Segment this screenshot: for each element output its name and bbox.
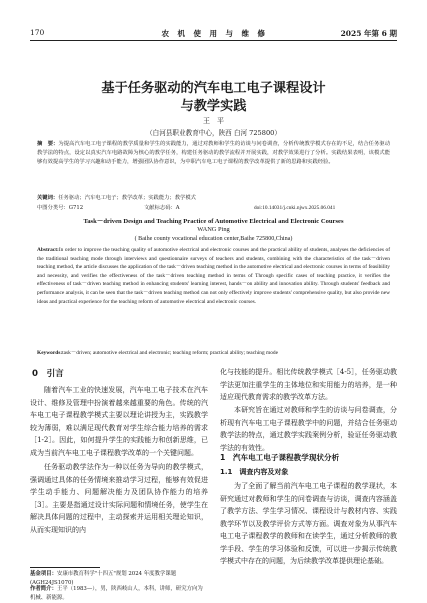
paper-title-line2: 与教学实践 xyxy=(180,99,247,114)
abstract-cn-label: 摘 要： xyxy=(37,141,59,147)
journal-name: 农 机 使 用 与 维 修 xyxy=(161,29,266,38)
keywords-cn-label: 关键词： xyxy=(37,195,59,201)
clc-number: 中图分类号：G712 xyxy=(37,205,84,211)
page-number: 170 xyxy=(30,28,45,37)
intro-paragraph-3: 本研究旨在通过对教师和学生的访谈与问卷调查，分析现有汽车电工电子课程教学中的问题，并结合任务驱动教学法的特点，通过教学实践案例分析，验证任务驱动教学法的有效性。 xyxy=(220,406,397,452)
footnote-author xyxy=(30,585,208,603)
abstract-cn-text: 为提高汽车电工电子课程的教学质量和学生的实践能力，通过对教师和学生的访谈与问卷调查，分析传统教学模式存在的不足，结合任务驱动教学法的特点，设定以真实汽车电路故障为核心的教学任务，构建任务驱动的教学流程并开展实践，对教学效果进行了分析。实践结果表明，该模式能够有效提高学生的学习兴趣和动手能力，增强团队协作意识，为中职汽车电工电子课程的教学改革提供了新的思路和实践经验。 xyxy=(37,141,390,165)
abstract-en-label: Abstract: xyxy=(37,247,59,253)
affiliation-cn: （白河县职业教育中心，陕西 白河 725800） xyxy=(146,129,281,137)
abstract-en-text: In order to improve the teaching quality of automotive electrical and electronic courses and the practical ability of students, analyses the deficiencies of the traditional teaching mode through interviews and questionnaire surveys of teachers and students, combining with the characteristics of the task－driven teaching method, the article discusses the application of the task－driven teaching method in the automotive electrical and electronic courses in terms of feasibility and necessity, and verifies the effectiveness of the task－driven teaching method in terms of Through specific cases of teaching practice, it verifies the effectiveness of task－driven teaching method in enhancing students' learning interest, hands－on ability and innovation ability. Through students' feedback and performance analysis, it can be seen that the task－driven teaching method can not only effectively improve students' comprehensive quality, but also provide new ideas and practical experience for the teaching reform of automotive electrical and electronic courses. xyxy=(37,247,390,305)
fund-label: 基金项目： xyxy=(30,571,57,577)
footnote-rule xyxy=(30,567,100,568)
keywords-en-text: task－driven; automotive electrical and electronic; teaching reform; practical ability; teaching mode xyxy=(62,350,278,356)
document-code: 文献标志码：A xyxy=(144,205,180,211)
intro-paragraph-2: 任务驱动教学法作为一种以任务为导向的教学模式，强调通过具体的任务情境来推动学习过程，能够有效促进学生动手能力、问题解决能力及团队协作能力的培养［3］。主要是指通过设计实际问题和情境任务，使学生在解决具体问题的过程中，主动探索并运用相关理论知识，从而实现知识的内 xyxy=(30,463,208,534)
author-bio-text: 王平（1983—），男，陕西岐山人，本科，讲师，研究方向为机械、新能源。 xyxy=(30,586,203,601)
intro-paragraph-continued: 化与技能的提升。相比传统教学模式［4-5］，任务驱动教学法更加注重学生的主体地位和实用能力的培养，是一种适应现代教育需求的教学改革方法。 xyxy=(220,368,397,402)
doi: doi:10.14031/j.cnki.njwx.2025.06.041 xyxy=(254,205,336,211)
keywords-en xyxy=(37,349,390,358)
abstract-cn xyxy=(37,140,390,167)
affiliation-en: ( Baihe county vocational education center,Baihe 725800,China) xyxy=(134,236,293,242)
fund-text: 安康市教育科学"十四五"规划 2024 年度教学课题(AGH24JS1070) xyxy=(30,571,177,586)
header-rule xyxy=(30,40,397,41)
section-introduction-heading: 0 引言 xyxy=(32,369,64,379)
section-1-heading: 1 汽车电工电子课程教学现状分析 xyxy=(220,453,340,462)
keywords-cn-text: 任务驱动；汽车电工电子；教学改革；实践能力；教学模式 xyxy=(58,195,196,201)
issue-label: 2025 年第 6 期 xyxy=(340,29,397,38)
intro-paragraph-1: 随着汽车工业的快速发展，汽车电工电子技术在汽车设计、维修及管理中扮演着越来越重要的角色。传统的汽车电工电子课程教学模式主要以理论讲授为主，实践教学较为薄弱，难以满足现代教育对学生综合能力培养的需求［1-2］。因此，如何提升学生的实践能力和创新思维，已成为当前汽车电工电子课程教学改革的一个关键问题。 xyxy=(30,386,208,457)
keywords-cn xyxy=(37,194,390,203)
author-en: WANG Ping xyxy=(197,226,230,233)
author-cn: 王 平 xyxy=(203,117,224,125)
title-en: Task－driven Design and Teaching Practice of Automotive Electrical and Electronic Courses xyxy=(83,218,344,225)
abstract-en xyxy=(37,246,390,306)
paper-title-line1: 基于任务驱动的汽车电工电子课程设计 xyxy=(101,81,326,96)
keywords-en-label: Keywords: xyxy=(37,350,63,356)
author-bio-label: 作者简介： xyxy=(30,586,57,592)
subsection-1-1-heading: 1.1 调查内容及对象 xyxy=(220,468,289,476)
section-1-paragraph: 为了全面了解当前汽车电工电子课程的教学现状，本研究通过对教师和学生的问卷调查与访谈，调查内容涵盖了教学方法、学生学习情况、课程设计与教材内容、实践教学环节以及教学评价方式等方面。调查对象为从事汽车电工电子课程教学的教师和在读学生，通过分析教师的教学手段、学生的学习体验和反馈，可以进一步揭示传统教学模式中存在的问题，为后续教学改革提供理论基础。 xyxy=(220,482,397,566)
